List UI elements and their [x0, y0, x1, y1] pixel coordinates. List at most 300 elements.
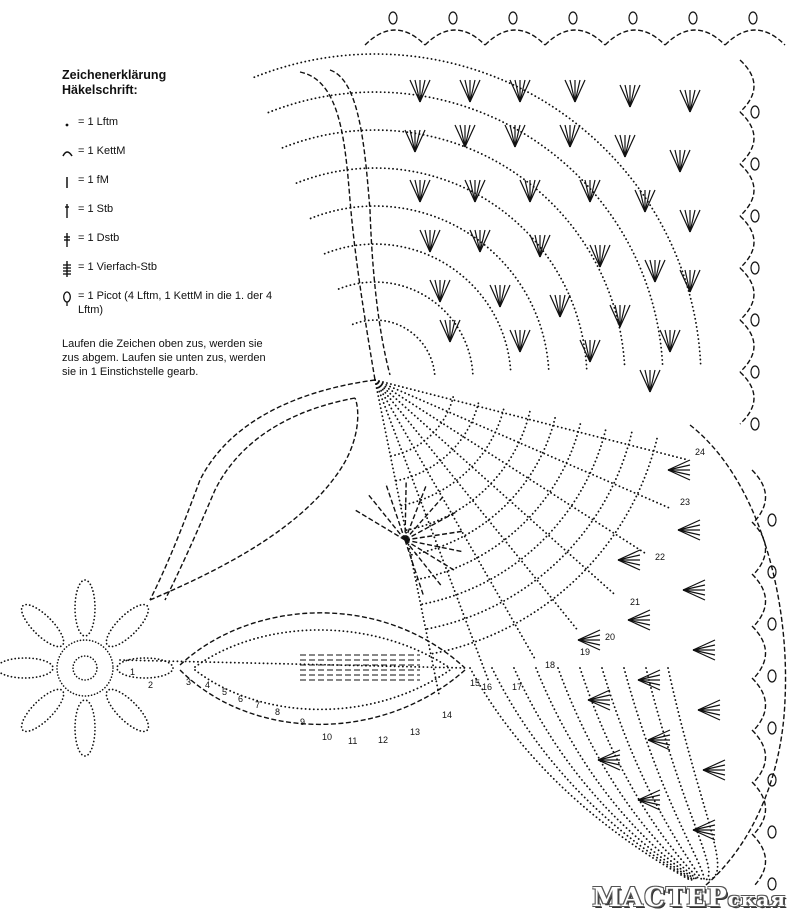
stitch-stroke: [450, 320, 455, 342]
picot-mark: [768, 774, 776, 786]
stitch-stroke: [683, 580, 705, 590]
stitch-stroke: [648, 740, 670, 750]
stitch-stroke: [525, 180, 530, 202]
picot-mark: [768, 618, 776, 630]
stitch-stroke: [515, 330, 520, 352]
stitch-stroke: [630, 85, 635, 107]
leaf-inner: [195, 670, 450, 709]
burst-ray: [386, 483, 405, 540]
picot-mark: [768, 514, 776, 526]
stitch-stroke: [650, 370, 655, 392]
stitch-stroke: [480, 230, 485, 252]
stitch-stroke: [465, 125, 470, 147]
stitch-stroke: [600, 245, 605, 267]
round-number: 6: [238, 694, 244, 704]
stitch-stroke: [703, 770, 725, 780]
treble-crochet-icon: [62, 232, 74, 248]
scallop-edge: [752, 574, 766, 626]
legend-item-chain: [62, 116, 292, 145]
stitch-stroke: [575, 80, 585, 102]
flower-petal: [16, 599, 70, 653]
stitch-stroke: [628, 620, 650, 630]
stitch-stroke: [470, 80, 480, 102]
picot-mark: [751, 314, 759, 326]
scallop-edge: [425, 30, 485, 45]
scallop-edge: [740, 320, 754, 372]
flower-petal: [75, 700, 95, 756]
right-fan-round: [668, 668, 718, 880]
round-number: 15: [470, 678, 481, 688]
stitch-stroke: [410, 80, 420, 102]
stitch-stroke: [620, 85, 630, 107]
stitch-stroke: [668, 460, 690, 470]
right-fan-round: [470, 668, 690, 880]
watermark-suffix: ская: [727, 887, 786, 911]
stitch-stroke: [668, 465, 690, 470]
stitch-stroke: [665, 330, 670, 352]
stitch-stroke: [675, 150, 680, 172]
stitch-stroke: [645, 190, 650, 212]
round-number: 13: [410, 727, 421, 737]
scallop-edge: [365, 30, 425, 45]
fan-round: [283, 130, 625, 367]
stitch-stroke: [420, 80, 430, 102]
stitch-stroke: [640, 370, 650, 392]
stitch-stroke: [500, 285, 510, 307]
stitch-stroke: [530, 235, 540, 257]
picot-mark: [751, 262, 759, 274]
stitch-stroke: [578, 630, 600, 640]
stitch-stroke: [420, 230, 430, 252]
round-number: 7: [255, 700, 261, 710]
stitch-stroke: [585, 180, 590, 202]
watermark-logo: [592, 883, 786, 913]
stitch-stroke: [598, 760, 620, 770]
picot-mark: [749, 12, 757, 24]
picot-mark: [689, 12, 697, 24]
stitch-stroke: [650, 370, 660, 392]
scallop-edge: [752, 678, 766, 730]
stitch-stroke: [645, 370, 650, 392]
flower-petal: [101, 599, 155, 653]
right-fan-edge: [690, 425, 786, 890]
round-number: 18: [545, 660, 556, 670]
web-round: [391, 396, 453, 456]
stitch-stroke: [500, 285, 505, 307]
burst-ray: [405, 480, 406, 540]
picot-icon: [62, 290, 74, 306]
stitch-stroke: [638, 680, 660, 690]
fan-round: [353, 320, 435, 377]
round-number: 2: [148, 680, 154, 690]
flower-center: [73, 656, 97, 680]
scallop-edge: [752, 782, 766, 834]
stitch-stroke: [540, 235, 550, 257]
legend-item-slip-stitch: [62, 145, 292, 174]
chain-base: [120, 660, 465, 668]
stitch-stroke: [693, 650, 715, 660]
stitch-stroke: [420, 180, 430, 202]
stitch-stroke: [690, 270, 695, 292]
stitch-stroke: [475, 180, 485, 202]
round-number: 10: [322, 732, 333, 742]
scallop-edge: [605, 30, 665, 45]
stitch-stroke: [470, 80, 475, 102]
stitch-stroke: [570, 125, 575, 147]
web-spoke: [375, 380, 644, 553]
right-fan-round: [624, 668, 704, 880]
round-number: 16: [482, 682, 493, 692]
stitch-stroke: [495, 285, 500, 307]
stitch-stroke: [480, 230, 490, 252]
flower-petal: [75, 580, 95, 636]
stitch-stroke: [470, 230, 480, 252]
stitch-stroke: [550, 295, 560, 317]
stitch-stroke: [698, 710, 720, 720]
flower-petal: [101, 684, 155, 738]
stitch-stroke: [565, 80, 575, 102]
scallop-edge: [485, 30, 545, 45]
stitch-stroke: [693, 820, 715, 830]
flower-petal: [0, 658, 53, 678]
round-number: 24: [695, 447, 706, 457]
scallop-edge: [752, 834, 766, 886]
stitch-stroke: [618, 555, 640, 560]
stitch-stroke: [430, 230, 435, 252]
quadruple-treble-icon: [62, 261, 74, 277]
legend-item-treble-crochet: [62, 232, 292, 261]
round-number: 21: [630, 597, 641, 607]
stitch-stroke: [420, 80, 425, 102]
stitch-stroke: [570, 80, 575, 102]
web-spoke: [375, 380, 534, 658]
legend-title-line1: Zeichenerklärung: [62, 68, 167, 82]
stitch-stroke: [690, 90, 700, 112]
burst-ray: [405, 484, 427, 540]
round-number: 12: [378, 735, 389, 745]
stitch-stroke: [530, 180, 535, 202]
stitch-stroke: [638, 790, 660, 800]
picot-mark: [751, 158, 759, 170]
flower-ring: [57, 640, 113, 696]
round-number: 5: [222, 687, 228, 697]
stitch-stroke: [693, 640, 715, 650]
stitch-stroke: [703, 760, 725, 770]
stitch-stroke: [585, 340, 590, 362]
stitch-stroke: [635, 190, 645, 212]
picot-mark: [751, 418, 759, 430]
picot-mark: [751, 366, 759, 378]
stitch-stroke: [693, 825, 715, 830]
stitch-stroke: [590, 180, 595, 202]
stitch-stroke: [465, 125, 475, 147]
stitch-stroke: [703, 770, 725, 775]
stitch-stroke: [693, 650, 715, 655]
stitch-stroke: [683, 590, 705, 600]
stitch-stroke: [685, 210, 690, 232]
round-number: 19: [580, 647, 591, 657]
stitch-stroke: [410, 130, 415, 152]
stitch-stroke: [530, 180, 540, 202]
stitch-stroke: [410, 180, 420, 202]
burst-ray: [354, 509, 405, 540]
scallop-edge: [740, 60, 754, 112]
stitch-stroke: [600, 245, 610, 267]
stitch-stroke: [560, 295, 570, 317]
round-number: 23: [680, 497, 691, 507]
round-number: 14: [442, 710, 453, 720]
web-spoke: [375, 380, 614, 593]
stitch-stroke: [425, 230, 430, 252]
stitch-stroke: [460, 80, 470, 102]
stitch-stroke: [680, 150, 690, 172]
leaf-lower-edge: [180, 670, 465, 724]
burst-ray: [405, 540, 424, 597]
stitch-stroke: [475, 230, 480, 252]
stitch-stroke: [588, 695, 610, 700]
stitch-stroke: [515, 125, 520, 147]
round-number: 4: [205, 680, 211, 690]
scallop-edge: [725, 30, 785, 45]
stitch-stroke: [465, 180, 475, 202]
legend-item-picot: [62, 290, 292, 334]
stitch-stroke: [678, 530, 700, 540]
stitch-stroke: [680, 150, 685, 172]
double-crochet-icon: [62, 203, 74, 219]
scallop-edge: [752, 626, 766, 678]
stitch-stroke: [615, 135, 625, 157]
stitch-stroke: [655, 260, 665, 282]
stitch-stroke: [578, 640, 600, 645]
legend-note: Laufen die Zeichen oben zus, werden sie zus abgem. Laufen sie unten zus, werden sie in 1 Einstichstelle gearb.: [62, 338, 266, 378]
round-number: 20: [605, 632, 616, 642]
legend-title: [62, 68, 292, 98]
stitch-stroke: [575, 80, 580, 102]
picot-mark: [569, 12, 577, 24]
stitch-stroke: [440, 280, 450, 302]
stitch-stroke: [578, 635, 600, 640]
stitch-stroke: [620, 305, 630, 327]
stitch-stroke: [515, 125, 525, 147]
stitch-stroke: [683, 585, 705, 590]
stitch-stroke: [515, 80, 520, 102]
legend-item-single-crochet: [62, 174, 292, 203]
stitch-stroke: [430, 280, 440, 302]
picot-mark: [389, 12, 397, 24]
stitch-stroke: [698, 705, 720, 710]
stitch-stroke: [535, 235, 540, 257]
web-leaf: [150, 398, 358, 600]
stitch-stroke: [440, 280, 445, 302]
stitch-stroke: [693, 645, 715, 650]
stitch-stroke: [405, 130, 415, 152]
scallop-edge: [740, 112, 754, 164]
legend: [62, 68, 292, 380]
fan-round: [325, 244, 511, 373]
stitch-stroke: [595, 245, 600, 267]
stitch-stroke: [683, 590, 705, 595]
stitch-stroke: [648, 730, 670, 740]
stitch-stroke: [445, 320, 450, 342]
fan-round: [254, 54, 700, 364]
scallop-edge: [545, 30, 605, 45]
scallop-edge: [665, 30, 725, 45]
stitch-stroke: [685, 90, 690, 112]
web-border: [150, 380, 375, 600]
stitch-stroke: [560, 125, 570, 147]
stitch-stroke: [555, 295, 560, 317]
stitch-stroke: [430, 230, 440, 252]
stitch-stroke: [650, 260, 655, 282]
picot-mark: [629, 12, 637, 24]
stitch-stroke: [625, 135, 630, 157]
stitch-stroke: [520, 80, 530, 102]
legend-item-label: = 1 fM: [78, 174, 109, 186]
stitch-stroke: [420, 180, 425, 202]
stitch-stroke: [620, 135, 625, 157]
legend-item-label: = 1 Picot (4 Lftm, 1 KettM in die 1. der 4 Lftm): [78, 290, 273, 316]
stitch-stroke: [625, 135, 635, 157]
legend-title-line2: Häkelschrift:: [62, 83, 138, 97]
stitch-stroke: [645, 190, 655, 212]
legend-item-double-crochet: [62, 203, 292, 232]
stitch-stroke: [415, 180, 420, 202]
stitch-stroke: [678, 525, 700, 530]
stitch-stroke: [668, 470, 690, 475]
legend-item-label: = 1 Lftm: [78, 116, 119, 128]
scallop-edge: [740, 372, 754, 424]
stitch-stroke: [698, 710, 720, 715]
round-number: 9: [300, 717, 306, 727]
round-number: 8: [275, 707, 281, 717]
picot-mark: [751, 106, 759, 118]
scallop-edge: [740, 216, 754, 268]
stitch-stroke: [560, 295, 565, 317]
stitch-stroke: [440, 320, 450, 342]
stitch-stroke: [703, 765, 725, 770]
stitch-stroke: [435, 280, 440, 302]
stitch-stroke: [520, 330, 525, 352]
stitch-stroke: [668, 470, 690, 480]
stitch-stroke: [625, 85, 630, 107]
stitch-stroke: [520, 180, 530, 202]
stitch-stroke: [655, 260, 660, 282]
stitch-stroke: [628, 615, 650, 620]
stitch-stroke: [618, 550, 640, 560]
stitch-stroke: [510, 80, 520, 102]
stitch-stroke: [630, 85, 640, 107]
chain-dot-icon: [62, 116, 74, 132]
stitch-stroke: [520, 330, 530, 352]
stitch-stroke: [628, 620, 650, 625]
stitch-stroke: [465, 80, 470, 102]
stitch-stroke: [670, 330, 675, 352]
burst-ray: [405, 495, 445, 540]
picot-mark: [509, 12, 517, 24]
stitch-stroke: [590, 340, 600, 362]
stitch-stroke: [690, 210, 700, 232]
stitch-stroke: [598, 760, 620, 765]
stitch-stroke: [670, 150, 680, 172]
stitch-stroke: [645, 260, 655, 282]
legend-item-label: = 1 Vierfach-Stb: [78, 261, 157, 273]
picot-mark: [768, 826, 776, 838]
legend-item-quadruple-treble: [62, 261, 292, 290]
stitch-stroke: [685, 270, 690, 292]
stitch-stroke: [565, 125, 570, 147]
stitch-stroke: [678, 520, 700, 530]
stitch-stroke: [648, 735, 670, 740]
picot-mark: [768, 670, 776, 682]
stitch-stroke: [510, 330, 520, 352]
stitch-stroke: [570, 125, 580, 147]
stitch-stroke: [540, 235, 545, 257]
stitch-stroke: [638, 670, 660, 680]
stitch-stroke: [618, 560, 640, 570]
stitch-stroke: [690, 90, 695, 112]
round-number: 11: [348, 736, 358, 746]
fan-border: [330, 70, 390, 375]
picot-mark: [751, 210, 759, 222]
stitch-stroke: [588, 690, 610, 700]
stitch-stroke: [580, 340, 590, 362]
round-number: 22: [655, 552, 666, 562]
stitch-stroke: [460, 125, 465, 147]
watermark-main: МАСТЕР: [592, 883, 728, 913]
flower-petal: [16, 684, 70, 738]
scallop-edge: [752, 522, 766, 574]
scallop-edge: [752, 730, 766, 782]
stitch-stroke: [415, 80, 420, 102]
stitch-stroke: [680, 210, 690, 232]
right-fan-round: [602, 668, 702, 880]
stitch-stroke: [588, 700, 610, 705]
stitch-stroke: [475, 180, 480, 202]
stitch-stroke: [640, 190, 645, 212]
stitch-stroke: [698, 700, 720, 710]
scallop-edge: [740, 164, 754, 216]
stitch-stroke: [590, 340, 595, 362]
scallop-edge: [740, 268, 754, 320]
stitch-stroke: [588, 700, 610, 710]
legend-item-label: = 1 KettM: [78, 145, 126, 157]
right-fan-round: [536, 668, 696, 880]
single-crochet-bar-icon: [62, 174, 74, 190]
stitch-stroke: [690, 270, 700, 292]
stitch-stroke: [618, 560, 640, 565]
stitch-stroke: [678, 530, 700, 535]
stitch-stroke: [490, 285, 500, 307]
leaf-inner: [195, 630, 450, 668]
picot-mark: [449, 12, 457, 24]
legend-item-label: = 1 Stb: [78, 203, 114, 215]
fan-border: [300, 72, 375, 380]
web-spoke: [375, 380, 488, 679]
slip-stitch-arc-icon: [62, 145, 74, 161]
round-number: 17: [512, 682, 523, 692]
round-number: 1: [130, 667, 136, 677]
stitch-stroke: [628, 610, 650, 620]
round-number: 3: [186, 677, 192, 687]
stitch-stroke: [455, 125, 465, 147]
stitch-stroke: [680, 90, 690, 112]
scallop-edge: [752, 470, 766, 522]
stitch-stroke: [680, 270, 690, 292]
stitch-stroke: [670, 330, 680, 352]
stitch-stroke: [638, 795, 660, 800]
picot-mark: [768, 722, 776, 734]
stitch-stroke: [620, 305, 625, 327]
